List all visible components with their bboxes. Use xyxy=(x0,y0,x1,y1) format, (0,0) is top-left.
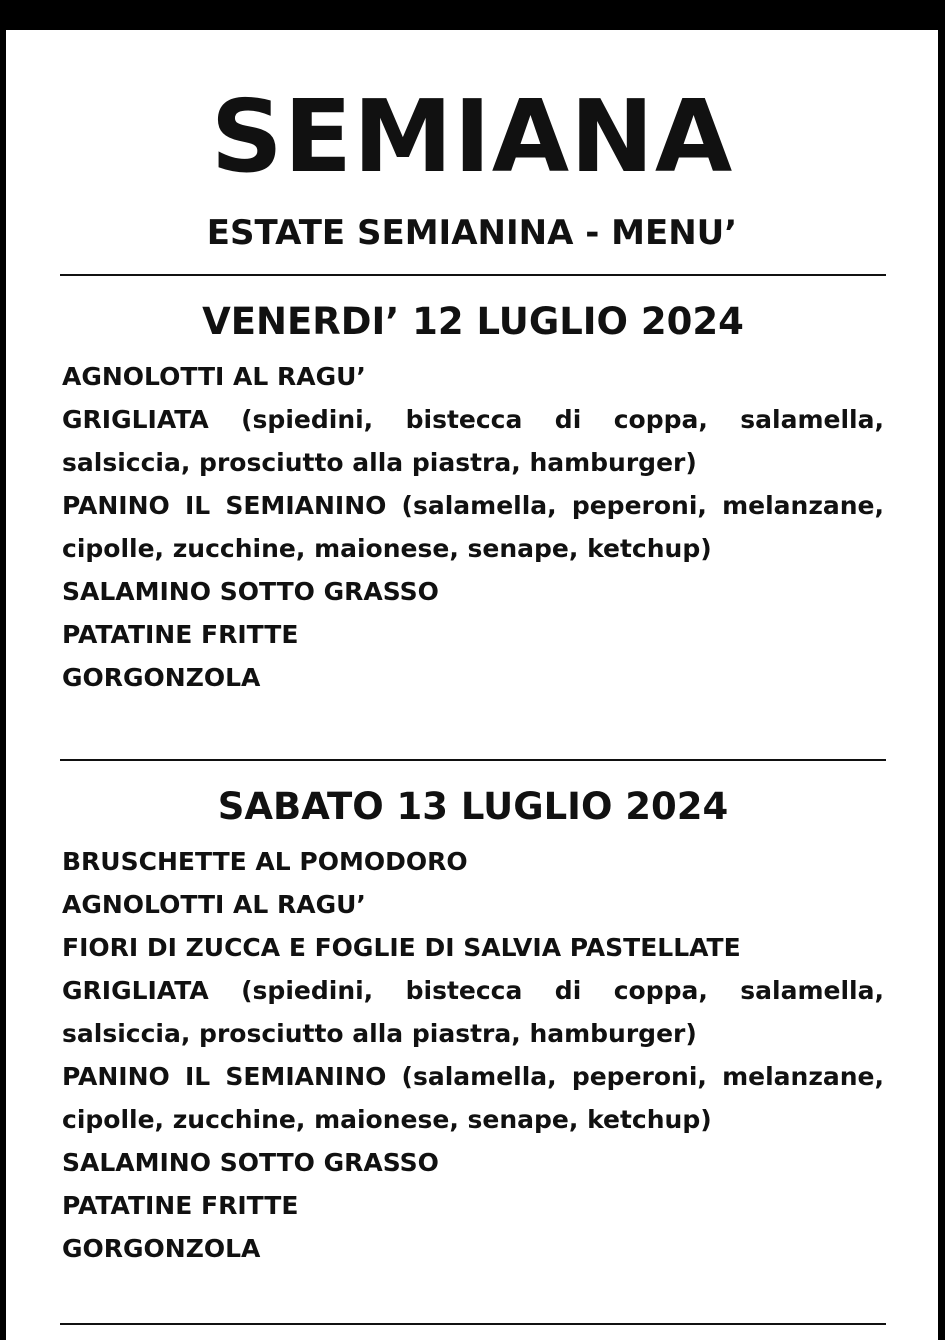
divider xyxy=(60,274,886,276)
divider xyxy=(60,759,886,761)
menu-item: SALAMINO SOTTO GRASSO xyxy=(62,577,439,606)
page-subtitle: ESTATE SEMIANINA - MENU’ xyxy=(206,213,738,253)
menu-item: PATATINE FRITTE xyxy=(62,1191,299,1220)
menu-sheet xyxy=(6,30,938,1340)
menu-item: AGNOLOTTI AL RAGU’ xyxy=(62,890,366,919)
menu-item: SALAMINO SOTTO GRASSO xyxy=(62,1148,439,1177)
menu-item: PATATINE FRITTE xyxy=(62,620,299,649)
menu-item: AGNOLOTTI AL RAGU’ xyxy=(62,362,366,391)
divider xyxy=(60,1323,886,1325)
menu-item: PANINO IL SEMIANINO (salamella, peperoni, melanzane, cipolle, zucchine, maionese, senape, ketchup) xyxy=(62,491,884,563)
menu-item: FIORI DI ZUCCA E FOGLIE DI SALVIA PASTELLATE xyxy=(62,933,741,962)
page-title: SEMIANA xyxy=(210,78,734,195)
menu-item: GORGONZOLA xyxy=(62,1234,261,1263)
day-title: SABATO 13 LUGLIO 2024 xyxy=(217,785,729,828)
day-section-saturday xyxy=(62,785,884,1270)
menu-item: GORGONZOLA xyxy=(62,663,261,692)
day-title: VENERDI’ 12 LUGLIO 2024 xyxy=(202,300,744,343)
menu-item: GRIGLIATA (spiedini, bistecca di coppa, salamella, salsiccia, prosciutto alla piastra, hamburger) xyxy=(62,405,884,477)
menu-item: BRUSCHETTE AL POMODORO xyxy=(62,847,468,876)
menu-item: GRIGLIATA (spiedini, bistecca di coppa, salamella, salsiccia, prosciutto alla piastra, hamburger) xyxy=(62,976,884,1048)
day-section-friday xyxy=(62,300,884,699)
menu-item: PANINO IL SEMIANINO (salamella, peperoni, melanzane, cipolle, zucchine, maionese, senape, ketchup) xyxy=(62,1062,884,1134)
